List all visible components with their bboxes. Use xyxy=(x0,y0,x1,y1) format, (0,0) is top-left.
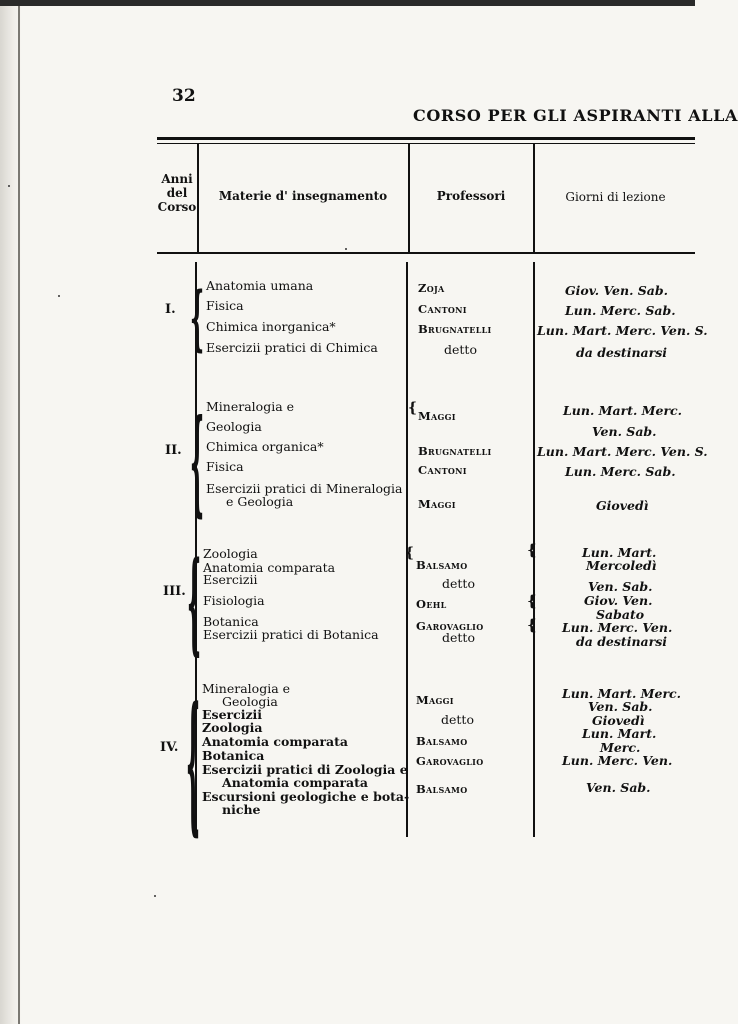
giorni: Giov. Ven. xyxy=(584,593,653,608)
brace-giorni: { xyxy=(527,541,537,559)
print-speck xyxy=(58,295,60,297)
giorni: Giov. Ven. Sab. xyxy=(565,283,668,298)
col-header-giorni: Giorni di lezione xyxy=(565,190,666,204)
giorni: Lun. Mart. Merc. xyxy=(562,686,682,701)
giorni: Mercoledì xyxy=(586,558,657,573)
professore: detto xyxy=(442,630,475,645)
materia: e Geologia xyxy=(226,494,294,509)
giorni: Lun. Mart. xyxy=(582,726,657,741)
materia: Esercizii pratici di Botanica xyxy=(203,627,379,642)
brace-year-3: { xyxy=(187,540,202,670)
brace-giorni: { xyxy=(527,616,537,634)
header-rule-thick xyxy=(157,137,695,140)
giorni: Lun. Merc. Ven. xyxy=(562,753,673,768)
professore: Maggi xyxy=(416,693,454,707)
materia: Zoologia xyxy=(203,546,258,561)
page-edge-line xyxy=(18,0,20,1024)
brace-year-1: { xyxy=(190,278,205,362)
professore: Balsamo xyxy=(416,734,468,748)
materia: Botanica xyxy=(203,614,259,629)
materia: Chimica inorganica* xyxy=(206,319,336,334)
col-rule-3-header xyxy=(533,143,535,253)
materia: Fisiologia xyxy=(203,593,265,608)
col-rule-1-header xyxy=(197,143,199,253)
giorni: Lun. Merc. Ven. xyxy=(562,620,673,635)
materia: Anatomia umana xyxy=(206,278,314,293)
header-bottom-rule xyxy=(157,252,695,254)
professore: Garovaglio xyxy=(416,754,484,768)
materia: Zoologia xyxy=(202,720,263,735)
brace-giorni: { xyxy=(527,592,537,610)
professore: detto xyxy=(442,576,475,591)
materia: Anatomia comparata xyxy=(222,775,368,790)
materia: Esercizii pratici di Zoologia e xyxy=(202,762,408,777)
professore: Maggi xyxy=(418,497,456,511)
giorni: Sabato xyxy=(596,607,645,622)
professore: Garovaglio xyxy=(416,619,484,633)
materia: Fisica xyxy=(206,298,244,313)
year-label: III. xyxy=(163,584,186,599)
giorni: Lun. Merc. Sab. xyxy=(565,303,676,318)
year-label: IV. xyxy=(160,740,179,755)
page-number: 32 xyxy=(172,86,196,106)
materia: Chimica organica* xyxy=(206,439,324,454)
brace-year-2: { xyxy=(190,397,205,533)
year-label: I. xyxy=(165,302,176,317)
professore: Brugnatelli xyxy=(418,322,492,336)
professore: detto xyxy=(444,342,477,357)
professore: Brugnatelli xyxy=(418,444,492,458)
giorni: Ven. Sab. xyxy=(588,699,653,714)
giorni: Giovedì xyxy=(592,713,645,728)
col-header-anni-line: Corso xyxy=(157,200,197,214)
materia: Fisica xyxy=(206,459,244,474)
col-header-professori: Professori xyxy=(436,189,506,203)
professore: Balsamo xyxy=(416,782,468,796)
giorni: Lun. Mart. Merc. Ven. S. xyxy=(537,323,708,338)
print-speck xyxy=(154,895,156,897)
giorni: Giovedì xyxy=(596,498,649,513)
year-label: II. xyxy=(165,443,182,458)
materia: Botanica xyxy=(202,748,265,763)
col-header-anni-line: del xyxy=(166,186,188,200)
materia: Mineralogia e xyxy=(202,681,291,696)
top-border xyxy=(0,0,695,6)
materia: Anatomia comparata xyxy=(203,560,336,575)
giorni: da destinarsi xyxy=(576,634,668,649)
materia: niche xyxy=(222,802,261,817)
materia: Geologia xyxy=(206,419,262,434)
running-head: CORSO PER GLI ASPIRANTI ALLA xyxy=(413,106,738,125)
brace-year-4: { xyxy=(186,678,201,855)
materia: Escursioni geologiche e bota- xyxy=(202,789,410,804)
col-header-anni-line: Anni xyxy=(161,172,193,186)
giorni: Ven. Sab. xyxy=(592,424,657,439)
materia: Esercizii xyxy=(202,707,263,722)
professore: Oehl xyxy=(416,597,447,611)
col-header-anni xyxy=(157,172,197,214)
print-speck xyxy=(345,248,347,250)
brace-prof: { xyxy=(405,545,415,561)
materia: Geologia xyxy=(222,694,278,709)
header-rule-thin xyxy=(157,143,695,144)
giorni: Lun. Merc. Sab. xyxy=(565,464,676,479)
giorni: Lun. Mart. Merc. Ven. S. xyxy=(537,444,708,459)
professore: Cantoni xyxy=(418,302,467,316)
materia: Anatomia comparata xyxy=(202,734,348,749)
materia: Mineralogia e xyxy=(206,399,295,414)
professore: Cantoni xyxy=(418,463,467,477)
brace-prof: { xyxy=(408,400,418,416)
materia: Esercizii xyxy=(203,572,258,587)
giorni: Lun. Mart. xyxy=(582,545,657,560)
professore: Zoja xyxy=(418,281,445,295)
professore: Maggi xyxy=(418,409,456,423)
giorni: Lun. Mart. Merc. xyxy=(563,403,683,418)
giorni: da destinarsi xyxy=(576,345,668,360)
print-speck xyxy=(8,185,10,187)
materia: Esercizii pratici di Mineralogia xyxy=(206,481,403,496)
professore: detto xyxy=(441,712,474,727)
giorni: Merc. xyxy=(600,740,641,755)
col-header-materie: Materie d' insegnamento xyxy=(218,189,388,203)
giorni: Ven. Sab. xyxy=(586,780,651,795)
materia: Esercizii pratici di Chimica xyxy=(206,340,378,355)
giorni: Ven. Sab. xyxy=(588,579,653,594)
professore: Balsamo xyxy=(416,558,468,572)
